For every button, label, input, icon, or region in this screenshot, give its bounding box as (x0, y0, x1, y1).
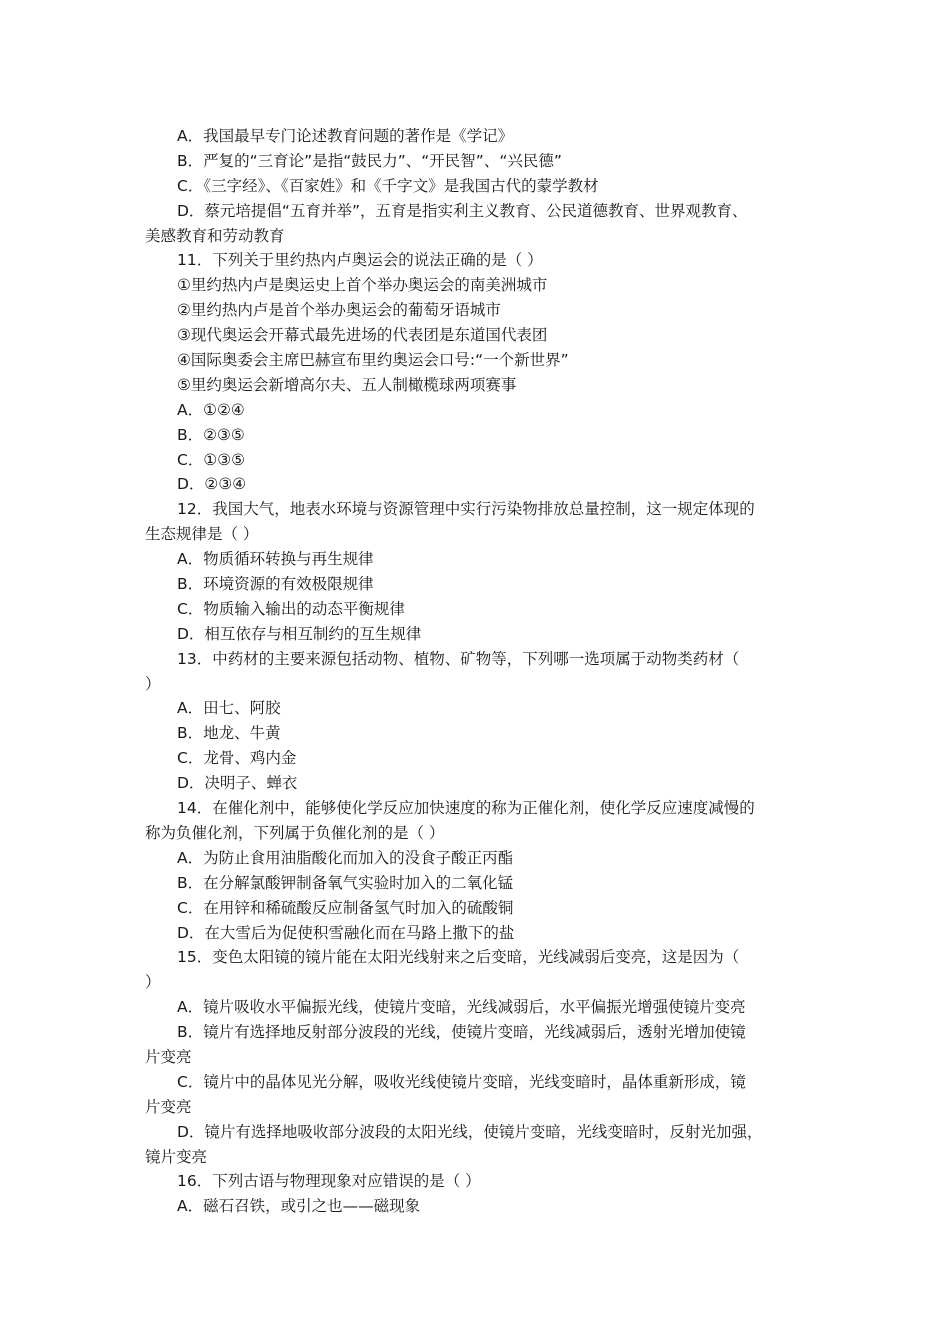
text-line: D．镜片有选择地吸收部分波段的太阳光线，使镜片变暗，光线变暗时，反射光加强， (177, 1122, 763, 1141)
text-line: ③现代奥运会开幕式最先进场的代表团是东道国代表团 (177, 326, 548, 345)
text-line: A．我国最早专门论述教育问题的著作是《学记》 (177, 127, 514, 145)
text-line: 14．在催化剂中，能够使化学反应加快速度的称为正催化剂，使化学反应速度减慢的 (177, 799, 755, 818)
text-line: 生态规律是（ ） (145, 525, 259, 544)
text-line: D．②③④ (177, 475, 247, 494)
text-line: C．镜片中的晶体见光分解，吸收光线使镜片变暗，光线变暗时，晶体重新形成，镜 (177, 1072, 746, 1091)
text-line: 片变亮 (145, 1047, 192, 1066)
text-line: 15．变色太阳镜的镜片能在太阳光线射来之后变暗，光线减弱后变亮，这是因为（ (177, 948, 740, 967)
text-line: ①里约热内卢是奥运史上首个举办奥运会的南美洲城市 (177, 276, 548, 295)
text-line: A．物质循环转换与再生规律 (177, 550, 374, 569)
text-line: C．龙骨、鸡内金 (177, 749, 297, 768)
question-text-block (145, 124, 810, 1219)
text-line: 13．中药材的主要来源包括动物、植物、矿物等，下列哪一选项属于动物类药材（ (177, 649, 740, 668)
text-line: 片变亮 (145, 1097, 192, 1116)
text-line: 称为负催化剂，下列属于负催化剂的是（ ） (145, 823, 445, 842)
text-line: ） (145, 674, 161, 693)
text-line: ②里约热内卢是首个举办奥运会的葡萄牙语城市 (177, 301, 501, 320)
text-line: A．田七、阿胶 (177, 699, 281, 718)
text-line: A．为防止食用油脂酸化而加入的没食子酸正丙酯 (177, 848, 514, 867)
text-line: B．在分解氯酸钾制备氧气实验时加入的二氧化锰 (177, 873, 514, 892)
text-line: C．《三字经》、《百家姓》和《千字文》是我国古代的蒙学教材 (177, 176, 599, 195)
text-line: ⑤里约奥运会新增高尔夫、五人制橄榄球两项赛事 (177, 375, 517, 394)
text-line: B．严复的“三育论”是指“鼓民力”、“开民智”、“兴民德” (177, 151, 562, 170)
text-line: D．决明子、蝉衣 (177, 774, 298, 793)
text-line: B．环境资源的有效极限规律 (177, 575, 374, 594)
text-line: A．镜片吸收水平偏振光线，使镜片变暗，光线减弱后，水平偏振光增强使镜片变亮 (177, 998, 746, 1017)
text-line: 16．下列古语与物理现象对应错误的是（ ） (177, 1172, 481, 1191)
text-line: ④国际奥委会主席巴赫宣布里约奥运会口号:“一个新世界” (177, 351, 569, 370)
text-line: B．②③⑤ (177, 425, 245, 444)
text-line: C．①③⑤ (177, 450, 246, 469)
text-line: D．蔡元培提倡“五育并举”，五育是指实利主义教育、公民道德教育、世界观教育、 (177, 201, 748, 220)
text-line: D．在大雪后为促使积雪融化而在马路上撒下的盐 (177, 923, 515, 942)
text-line: 美感教育和劳动教育 (145, 226, 285, 245)
text-line: 11．下列关于里约热内卢奥运会的说法正确的是（ ） (177, 251, 543, 270)
text-line: B．地龙、牛黄 (177, 724, 281, 743)
text-line: ） (145, 973, 161, 992)
text-line: A．磁石召铁，或引之也——磁现象 (177, 1197, 421, 1216)
text-line: C．物质输入输出的动态平衡规律 (177, 599, 405, 618)
text-line: B．镜片有选择地反射部分波段的光线，使镜片变暗，光线减弱后，透射光增加使镜 (177, 1023, 746, 1042)
text-line: D．相互依存与相互制约的互生规律 (177, 624, 422, 643)
text-line: C．在用锌和稀硫酸反应制备氢气时加入的硫酸铜 (177, 898, 514, 917)
text-line: 镜片变亮 (145, 1147, 208, 1166)
text-line: A．①②④ (177, 400, 245, 419)
text-line: 12．我国大气，地表水环境与资源管理中实行污染物排放总量控制，这一规定体现的 (177, 500, 755, 519)
